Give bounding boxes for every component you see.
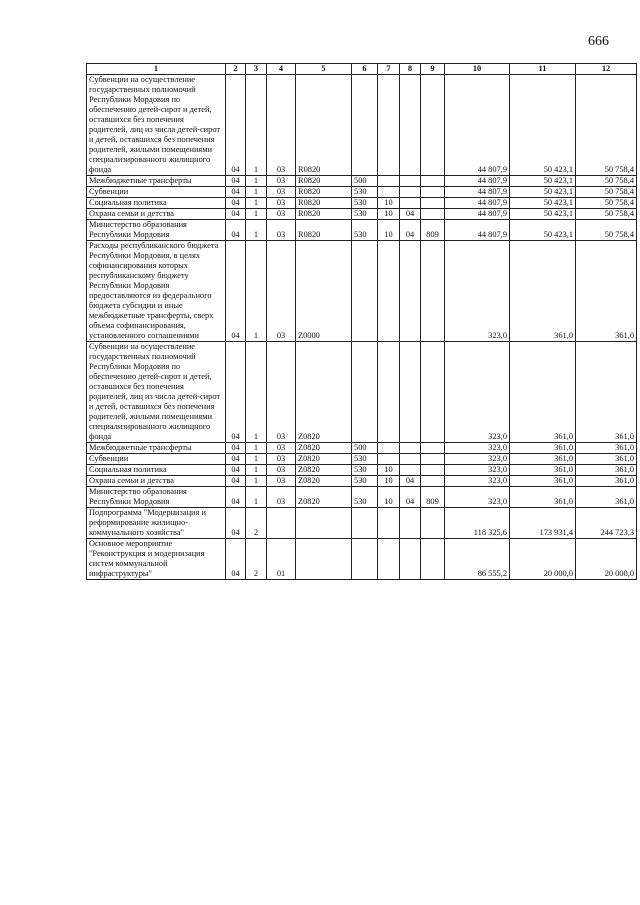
- cell-code: 1: [246, 187, 267, 198]
- cell-code: 03: [267, 75, 296, 176]
- cell-code: 04: [400, 220, 421, 241]
- cell-amount: 50 758,4: [576, 75, 637, 176]
- cell-amount: 44 807,9: [445, 75, 510, 176]
- cell-code: [421, 75, 445, 176]
- cell-code: 1: [246, 465, 267, 476]
- cell-amount: 20 000,0: [576, 539, 637, 580]
- cell-code: 03: [267, 176, 296, 187]
- cell-code: 530: [352, 220, 378, 241]
- cell-code: 04: [400, 487, 421, 508]
- cell-code: 03: [267, 241, 296, 342]
- cell-code: [378, 75, 400, 176]
- column-header: 11: [510, 64, 576, 75]
- column-header: 12: [576, 64, 637, 75]
- column-header: 5: [296, 64, 352, 75]
- cell-code: 1: [246, 209, 267, 220]
- cell-code: 10: [378, 487, 400, 508]
- table-row: [87, 454, 637, 465]
- cell-code: R0820: [296, 187, 352, 198]
- cell-code: 10: [378, 476, 400, 487]
- cell-code: 2: [246, 539, 267, 580]
- column-header: 2: [226, 64, 246, 75]
- row-name: Министерство образования Республики Мордовия: [87, 220, 226, 241]
- cell-amount: 50 758,4: [576, 176, 637, 187]
- cell-code: 1: [246, 220, 267, 241]
- table-row: [87, 443, 637, 454]
- table-row: [87, 209, 637, 220]
- cell-amount: 361,0: [576, 454, 637, 465]
- cell-amount: 244 723,3: [576, 508, 637, 539]
- cell-amount: 50 423,1: [510, 187, 576, 198]
- row-name: Министерство образования Республики Мордовия: [87, 487, 226, 508]
- cell-code: 04: [226, 187, 246, 198]
- cell-amount: 361,0: [510, 487, 576, 508]
- table-row: [87, 187, 637, 198]
- cell-amount: 50 423,1: [510, 176, 576, 187]
- cell-code: 500: [352, 443, 378, 454]
- cell-code: [352, 539, 378, 580]
- cell-code: 04: [226, 209, 246, 220]
- cell-code: 04: [400, 209, 421, 220]
- cell-code: 1: [246, 443, 267, 454]
- row-name: Охрана семьи и детства: [87, 476, 226, 487]
- cell-code: [421, 187, 445, 198]
- column-header: 1: [87, 64, 226, 75]
- cell-amount: 361,0: [510, 465, 576, 476]
- cell-code: Z0820: [296, 342, 352, 443]
- cell-amount: 361,0: [510, 241, 576, 342]
- cell-amount: 361,0: [510, 454, 576, 465]
- table-row: [87, 508, 637, 539]
- cell-amount: 323,0: [445, 241, 510, 342]
- cell-code: 10: [378, 209, 400, 220]
- cell-code: [400, 75, 421, 176]
- cell-amount: 44 807,9: [445, 209, 510, 220]
- cell-code: 500: [352, 176, 378, 187]
- cell-code: 03: [267, 454, 296, 465]
- page-number: 666: [588, 34, 609, 49]
- table-row: [87, 476, 637, 487]
- cell-code: 1: [246, 198, 267, 209]
- cell-code: [378, 454, 400, 465]
- cell-amount: 50 758,4: [576, 220, 637, 241]
- table-row: [87, 342, 637, 443]
- cell-code: Z0820: [296, 476, 352, 487]
- cell-code: 04: [226, 220, 246, 241]
- row-name: Основное мероприятие "Реконструкция и модернизация систем коммунальной инфраструктуры": [87, 539, 226, 580]
- cell-code: 04: [226, 342, 246, 443]
- column-header: 8: [400, 64, 421, 75]
- cell-code: 1: [246, 342, 267, 443]
- cell-code: 03: [267, 487, 296, 508]
- row-name: Социальная политика: [87, 465, 226, 476]
- cell-code: [378, 539, 400, 580]
- cell-amount: 50 758,4: [576, 209, 637, 220]
- cell-code: Z0820: [296, 443, 352, 454]
- cell-code: [400, 342, 421, 443]
- cell-amount: 361,0: [576, 443, 637, 454]
- cell-code: 1: [246, 75, 267, 176]
- cell-code: 04: [226, 508, 246, 539]
- cell-code: [421, 209, 445, 220]
- row-name: Субвенции на осуществление государственных полномочий Республики Мордовия по обеспечению детей-сирот и детей, оставшихся без попечения родителей, лиц из числа детей-сирот и детей, оставшихся без попечения родителей, жилыми помещениями специализированного жилищного фонда: [87, 75, 226, 176]
- row-name: Охрана семьи и детства: [87, 209, 226, 220]
- cell-code: [400, 176, 421, 187]
- cell-code: 01: [267, 539, 296, 580]
- cell-code: 2: [246, 508, 267, 539]
- cell-code: 03: [267, 209, 296, 220]
- cell-amount: 323,0: [445, 465, 510, 476]
- cell-code: 809: [421, 487, 445, 508]
- cell-amount: 323,0: [445, 454, 510, 465]
- cell-code: 04: [400, 476, 421, 487]
- cell-code: 530: [352, 187, 378, 198]
- cell-code: 03: [267, 476, 296, 487]
- row-name: Субвенции на осуществление государственных полномочий Республики Мордовия по обеспечению детей-сирот и детей, оставшихся без попечения родителей, лиц из числа детей-сирот и детей, оставшихся без попечения родителей, жилыми помещениями специализированного жилищного фонда: [87, 342, 226, 443]
- cell-amount: 44 807,9: [445, 198, 510, 209]
- cell-amount: 50 758,4: [576, 187, 637, 198]
- cell-amount: 361,0: [576, 241, 637, 342]
- cell-code: [400, 508, 421, 539]
- row-name: Субвенции: [87, 454, 226, 465]
- cell-code: 04: [226, 176, 246, 187]
- row-name: Социальная политика: [87, 198, 226, 209]
- cell-code: 809: [421, 220, 445, 241]
- cell-amount: 173 931,4: [510, 508, 576, 539]
- cell-amount: 118 325,6: [445, 508, 510, 539]
- cell-code: 1: [246, 476, 267, 487]
- cell-code: Z0820: [296, 454, 352, 465]
- cell-code: 530: [352, 198, 378, 209]
- cell-amount: 361,0: [510, 342, 576, 443]
- cell-code: 04: [226, 454, 246, 465]
- cell-code: [421, 176, 445, 187]
- row-name: Межбюджетные трансферты: [87, 176, 226, 187]
- cell-code: 04: [226, 75, 246, 176]
- table-row: [87, 539, 637, 580]
- cell-amount: 44 807,9: [445, 176, 510, 187]
- table-row: [87, 176, 637, 187]
- cell-code: [378, 342, 400, 443]
- cell-code: [400, 198, 421, 209]
- cell-code: R0820: [296, 198, 352, 209]
- column-header: 4: [267, 64, 296, 75]
- column-header: 7: [378, 64, 400, 75]
- table-row: [87, 198, 637, 209]
- column-header: 6: [352, 64, 378, 75]
- cell-amount: 361,0: [576, 342, 637, 443]
- cell-amount: 361,0: [510, 476, 576, 487]
- cell-code: 03: [267, 465, 296, 476]
- table-row: [87, 487, 637, 508]
- cell-code: 03: [267, 198, 296, 209]
- table-row: [87, 220, 637, 241]
- cell-amount: 44 807,9: [445, 220, 510, 241]
- table-row: [87, 465, 637, 476]
- cell-code: [421, 198, 445, 209]
- cell-code: 03: [267, 342, 296, 443]
- cell-amount: 50 423,1: [510, 75, 576, 176]
- cell-code: R0820: [296, 209, 352, 220]
- cell-code: [352, 508, 378, 539]
- cell-code: [378, 443, 400, 454]
- budget-table: [86, 63, 637, 580]
- cell-code: [421, 465, 445, 476]
- cell-amount: 86 555,2: [445, 539, 510, 580]
- cell-code: 04: [226, 198, 246, 209]
- row-name: Межбюджетные трансферты: [87, 443, 226, 454]
- cell-amount: 50 423,1: [510, 220, 576, 241]
- cell-code: [400, 241, 421, 342]
- cell-code: 530: [352, 476, 378, 487]
- cell-code: 10: [378, 465, 400, 476]
- cell-code: 03: [267, 220, 296, 241]
- cell-code: 10: [378, 198, 400, 209]
- cell-code: [378, 187, 400, 198]
- cell-code: 1: [246, 487, 267, 508]
- row-name: Подпрограмма "Модернизация и реформирование жилищно-коммунального хозяйства": [87, 508, 226, 539]
- cell-code: 04: [226, 465, 246, 476]
- cell-amount: 44 807,9: [445, 187, 510, 198]
- cell-code: [296, 539, 352, 580]
- column-header: 9: [421, 64, 445, 75]
- column-header: 3: [246, 64, 267, 75]
- cell-amount: 50 423,1: [510, 198, 576, 209]
- cell-code: [400, 539, 421, 580]
- cell-code: [378, 241, 400, 342]
- cell-code: Z0000: [296, 241, 352, 342]
- cell-code: [421, 241, 445, 342]
- cell-amount: 323,0: [445, 487, 510, 508]
- cell-code: [421, 508, 445, 539]
- cell-code: R0820: [296, 176, 352, 187]
- table-row: [87, 241, 637, 342]
- cell-code: 530: [352, 465, 378, 476]
- cell-code: 04: [226, 443, 246, 454]
- cell-code: [378, 508, 400, 539]
- cell-code: [421, 476, 445, 487]
- cell-code: R0820: [296, 220, 352, 241]
- cell-code: 1: [246, 454, 267, 465]
- cell-amount: 50 758,4: [576, 198, 637, 209]
- table-row: [87, 75, 637, 176]
- cell-code: 04: [226, 487, 246, 508]
- cell-code: [421, 443, 445, 454]
- cell-code: [400, 454, 421, 465]
- row-name: Субвенции: [87, 187, 226, 198]
- cell-code: 04: [226, 539, 246, 580]
- cell-amount: 361,0: [576, 487, 637, 508]
- cell-code: [421, 539, 445, 580]
- cell-code: [296, 508, 352, 539]
- cell-code: [352, 241, 378, 342]
- cell-code: 530: [352, 487, 378, 508]
- cell-code: 03: [267, 187, 296, 198]
- cell-code: 1: [246, 241, 267, 342]
- cell-code: Z0820: [296, 487, 352, 508]
- cell-amount: 323,0: [445, 443, 510, 454]
- cell-code: 10: [378, 220, 400, 241]
- cell-code: [421, 454, 445, 465]
- cell-code: [378, 176, 400, 187]
- cell-code: 04: [226, 241, 246, 342]
- cell-amount: 361,0: [576, 476, 637, 487]
- cell-amount: 323,0: [445, 342, 510, 443]
- cell-code: [400, 465, 421, 476]
- cell-code: [352, 75, 378, 176]
- cell-amount: 361,0: [576, 465, 637, 476]
- cell-code: [352, 342, 378, 443]
- cell-amount: 50 423,1: [510, 209, 576, 220]
- cell-amount: 361,0: [510, 443, 576, 454]
- cell-code: 530: [352, 209, 378, 220]
- column-header: 10: [445, 64, 510, 75]
- cell-code: Z0820: [296, 465, 352, 476]
- header-row: [87, 64, 637, 75]
- cell-code: R0820: [296, 75, 352, 176]
- cell-code: [400, 443, 421, 454]
- cell-code: [400, 187, 421, 198]
- cell-amount: 323,0: [445, 476, 510, 487]
- cell-code: [267, 508, 296, 539]
- cell-code: 03: [267, 443, 296, 454]
- cell-code: 04: [226, 476, 246, 487]
- cell-code: [421, 342, 445, 443]
- cell-code: 530: [352, 454, 378, 465]
- row-name: Расходы республиканского бюджета Республики Мордовия, в целях софинансирования которых республиканскому бюджету Республики Мордовия предоставляются из федерального бюджета субсидии и иные межбюджетные трансферты, сверх объема софинансирования, установленного соглашениями: [87, 241, 226, 342]
- cell-code: 1: [246, 176, 267, 187]
- cell-amount: 20 000,0: [510, 539, 576, 580]
